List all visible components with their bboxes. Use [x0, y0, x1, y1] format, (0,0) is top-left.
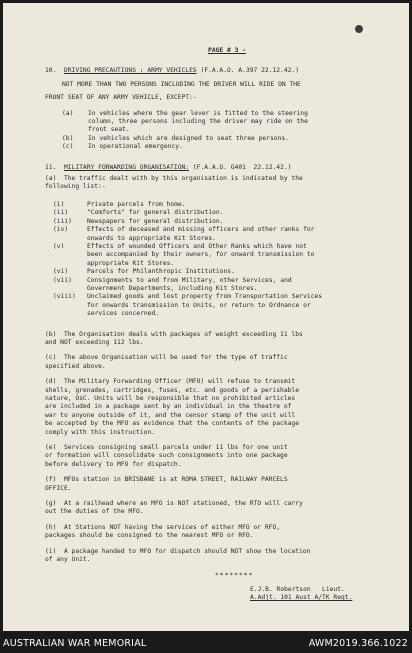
caption-institution: AUSTRALIAN WAR MEMORIAL: [3, 638, 147, 649]
section-10-exceptions: [62, 110, 389, 152]
section-10-heading: 10. DRIVING PRECAUTIONS : ARMY VEHICLES (F.A.A.O. A.397 22.12.42.): [45, 67, 300, 75]
list-item: (ii) "Comforts" for general distribution.: [53, 209, 224, 217]
paragraph-i: (i) A package handed to MFO for dispatch should NOT show the location of any Unit.: [45, 547, 311, 564]
section-11-heading: 11. MILITARY FORWARDING ORGANISATION: (F.A.A.O. G401 22.12.42.): [45, 163, 292, 171]
paragraph-c: (c) The above Organisation will be used for the type of traffic specified above.: [45, 354, 288, 370]
document-page: [3, 3, 409, 631]
list-item: (v) Effects of wounded Officers and Other Ranks which have not been accompanied by their owners, for onward transmission to appropriate Kit Stores.: [53, 242, 315, 267]
section-11-intro: (a) The traffic dealt with by this organisation is indicated by the following list:-: [45, 175, 303, 191]
list-item: (iv) Effects of deceased and missing officers and other ranks for onwards to appropriate Kit Stores.: [53, 226, 315, 242]
page-title: PAGE # 3 -: [208, 47, 246, 54]
signature-block: [250, 586, 389, 603]
paragraph-g: (g) At a railhead where an MFO is NOT stationed, the RTO will carry out the duties of the MFO.: [45, 500, 303, 516]
separator-stars: ********: [215, 571, 254, 579]
exception-item: (b) In vehicles which are designed to seat three persons.: [62, 134, 289, 142]
paragraph-f: (f) MFOs station in BRISBANE is at ROMA STREET, RAILWAY PARCELS OFFICE.: [45, 476, 288, 492]
section-10-rule-line-2: FRONT SEAT OF ANY ARMY VEHICLE, EXCEPT:-: [45, 94, 197, 102]
signature-name: E.J.B. Robertson Lieut.: [250, 585, 345, 593]
exception-item: (a) In vehicles where the gear lever is fitted to the steering column, three persons including the driver may ride on the front seat.: [62, 109, 308, 134]
punch-hole: [355, 25, 363, 33]
paragraph-d: (d) The Military Forwarding Officer (MFO) will refuse to transmit shells, grenades, cartridges, fuses, etc. and goods of a perishable nature, OsC. Units will be responsible that no prohibited articles are included in a package sent by an individual in the theatre of war to anyone outside of it, and the censor stamp of the unit will be accepted by the MFO as evidence that the contents of the package comply with this instruction.: [45, 378, 300, 436]
traffic-list: [53, 201, 389, 319]
list-item: (i) Private parcels from home.: [53, 200, 186, 208]
paragraph-b: (b) The Organisation deals with packages of weight exceeding 11 lbs and NOT exceeding 112 lbs.: [45, 330, 303, 346]
list-item: (iii) Newspapers for general distribution.: [53, 217, 224, 225]
signature-title: A.Adjt. 101 Aust A/TK Regt.: [250, 594, 353, 602]
caption-accession-number: AWM2019.366.1022: [308, 638, 408, 649]
section-10-rule-line-1: NOT MORE THAN TWO PERSONS INCLUDING THE DRIVER WILL RIDE ON THE: [62, 80, 301, 88]
paragraph-e: (e) Services consigning small parcels under 11 lbs for one unit or formation will consolidate such consignments into one package before delivery to MFO for dispatch.: [45, 444, 288, 468]
paragraph-h: (h) At Stations NOT having the services of either MFO or RFO, packages should be consigned to the nearest MFO or RFO.: [45, 523, 281, 540]
list-item: (vii) Consignments to and from Military, other Services, and Government Departments, including Kit Stores.: [53, 276, 292, 292]
list-item: (vi) Parcels for Philanthropic Institutions.: [53, 268, 235, 276]
exception-item: (c) In operational emergency.: [62, 143, 183, 151]
list-item: (viii) Unclaimed goods and lost property from Transportation Services for onwards transmission to Units, or return to Ordnance or services concerned.: [53, 293, 323, 318]
